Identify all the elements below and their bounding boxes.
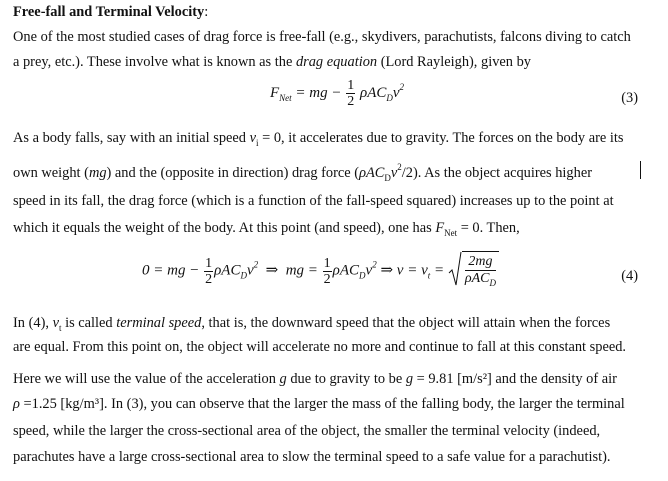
para2-text-g: . Then, <box>479 220 520 236</box>
para1-line1: One of the most studied cases of drag force is free-fall (e.g., skydivers, parachutists, falcons diving to catch <box>13 29 631 45</box>
para2-text: As a body falls, say with an initial speed <box>13 130 250 146</box>
para3-line1: In (4), $v_t$ is called terminal speed, that is, the downward speed that the object will attain when the forces <box>13 315 611 333</box>
para3-text-c: , that is, the downward speed that the object will attain when the forces <box>201 315 611 331</box>
para1-text: a prey, etc.). These involve what is known as the <box>13 54 296 70</box>
para2-line3: speed in its fall, the drag force (which is a function of the fall-speed squared) increases up to the point at <box>13 193 614 209</box>
square-root-icon <box>448 251 462 287</box>
para4-text-c: = 9.81 [m/s²] and the density of air <box>413 371 617 387</box>
section-heading <box>13 4 208 21</box>
para2-line1: As a body falls, say with an initial speed $v_i = 0$, it accelerates due to gravity. The forces on the body are its <box>13 130 624 148</box>
para3-text-b: is called <box>61 315 117 331</box>
para2-text-d: ) and the (opposite in direction) drag force ( <box>106 165 360 181</box>
para4-text-b: due to gravity to be <box>286 371 406 387</box>
para2-text-c: own weight ( <box>13 165 89 181</box>
title-colon: : <box>204 4 209 20</box>
para4-line2: ρ =1.25 [kg/m³]. In (3), you can observe that the larger the mass of the falling body, the larger the terminal <box>13 396 625 412</box>
para1-text-end: (Lord Rayleigh), given by <box>377 54 531 70</box>
para2-text-b: , it accelerates due to gravity. The forces on the body are its <box>281 130 624 146</box>
text-cursor <box>640 161 641 179</box>
equation-3: $F_{Net}$ = mg − $\frac{1}{2}$ $\rho AC_Dv^2$ <box>270 78 405 109</box>
para1-line2 <box>13 54 531 71</box>
equation-4: 0 = mg − $\frac{1}{2}$ $\rho AC_Dv^2$ ⇒ mg = $\frac{1}{2}$ $\rho AC_Dv^2$ ⇒ $v = v_t$ = 2mg ρAC$_D$ <box>142 251 499 291</box>
equation-3-number: (3) <box>621 90 638 106</box>
drag-equation-term: drag equation <box>295 54 378 70</box>
section-title: Free-fall and Terminal Velocity <box>13 4 205 20</box>
terminal-speed-term: terminal speed <box>116 315 202 331</box>
para3-text: In (4), <box>13 315 53 331</box>
equation-4-number: (4) <box>621 268 638 284</box>
para2-line4: which it equals the weight of the body. At this point (and speed), one has $F_{Net} = 0$. Then, <box>13 220 520 238</box>
para4-line3: speed, while the larger the cross-sectional area of the object, the smaller the terminal velocity (indeed, <box>13 423 601 439</box>
para2-text-f: which it equals the weight of the body. At this point (and speed), one has <box>13 220 436 236</box>
para4-line1: Here we will use the value of the acceleration g due to gravity to be g = 9.81 [m/s²] and the density of air <box>13 371 617 387</box>
para4-text: Here we will use the value of the acceleration <box>13 371 280 387</box>
para3-line2: are equal. From this point on, the object will accelerate no more and continue to fall at this constant speed. <box>13 339 627 355</box>
para2-line2: own weight (mg) and the (opposite in direction) drag force $(\rho AC_Dv^2/2)$. As the object acquires higher <box>13 162 592 183</box>
para4-line4: parachutes have a large cross-sectional area to slow the terminal speed to a safe value for a parachutist). <box>13 449 611 465</box>
para2-text-e: ). As the object acquires higher <box>412 165 592 181</box>
para4-text-d: =1.25 [kg/m³]. In (3), you can observe that the larger the mass of the falling body, the larger the terminal <box>19 396 625 412</box>
